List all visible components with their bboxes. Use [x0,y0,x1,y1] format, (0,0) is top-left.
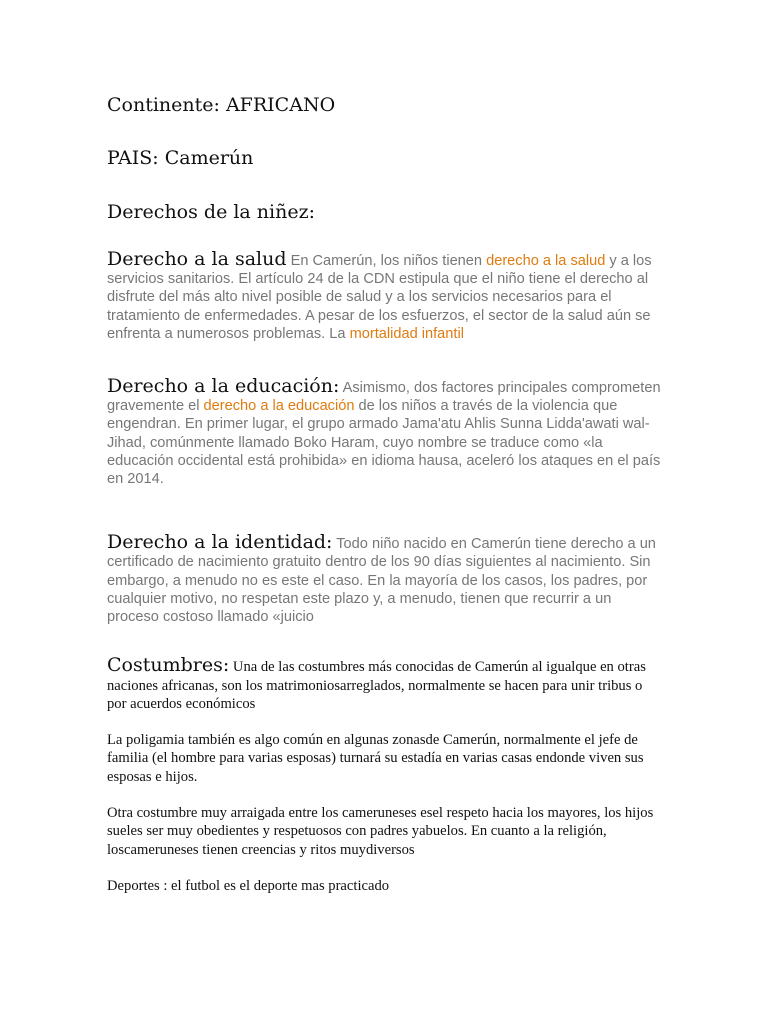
customs-paragraph-1 [107,656,663,713]
sports-paragraph: Deportes : el futbol es el deporte mas practicado [107,877,390,894]
education-text-a: Asimismo, dos factores principales comprometen gravemente el [107,380,661,415]
customs-title: Costumbres: [107,654,230,677]
education-section [107,377,663,488]
infant-mortality-link[interactable]: mortalidad infantil [349,325,464,342]
customs-paragraph-3: Otra costumbre muy arraigada entre los cameruneses esel respeto hacia los mayores, los hijos sueles ser muy obedientes y respetuosos con padres yabuelos. En cuanto a la religión, loscameruneses tienen creencias y ritos muydiversos [107,805,654,858]
document-page [107,93,663,895]
education-text-b: de los niños a través de la violencia que engendran. En primer lugar, el grupo armado Jama'atu Ahlis Sunna Lidda'awati wal-Jihad, comúnmente llamado Boko Haram, cuyo nombre se traduce como «la educación occidental está prohibida» en idioma hausa, aceleró los ataques en el país en 2014. [107,398,661,488]
education-link[interactable]: derecho a la educación [203,398,355,415]
health-text-a: En Camerún, los niños tienen [286,253,487,269]
country-heading: PAIS: Camerún [107,147,254,169]
identity-section [107,533,663,626]
education-title: Derecho a la educación: [107,375,340,398]
rights-heading: Derechos de la niñez: [107,201,316,223]
continent-heading: Continente: AFRICANO [107,94,336,116]
health-link[interactable]: derecho a la salud [486,253,606,269]
customs-paragraph-2: La poligamia también es algo común en algunas zonasde Camerún, normalmente el jefe de familia (el hombre para varias esposas) turnará su estadía en varias casas endonde viven sus esposas e hijos. [107,732,644,785]
health-section [107,250,663,343]
identity-text: Todo niño nacido en Camerún tiene derecho a un certificado de nacimiento gratuito dentro de los 90 días siguientes al nacimiento. Sin embargo, a menudo no es este el caso. En la mayoría de los casos, los padres, por cualquier motivo, no respetan este plazo y, a menudo, tienen que recurrir a un proceso costoso llamado «juicio [107,536,656,626]
health-title: Derecho a la salud [107,248,287,270]
customs-text-1: Una de las costumbres más conocidas de Camerún al igualque en otras naciones africanas, son los matrimoniosarreglados, normalmente se hacen para unir tribus o por acuerdos económicos [107,659,646,712]
identity-title: Derecho a la identidad: [107,531,333,554]
health-text-b: y a los servicios sanitarios. El artículo 24 de la CDN estipula que el niño tiene el derecho al disfrute del más alto nivel posible de salud y a los servicios necesarios para el tratamiento de enfermedades. A pesar de los esfuerzos, el sector de la salud aún se enfrenta a numerosos problemas. La [107,253,652,342]
